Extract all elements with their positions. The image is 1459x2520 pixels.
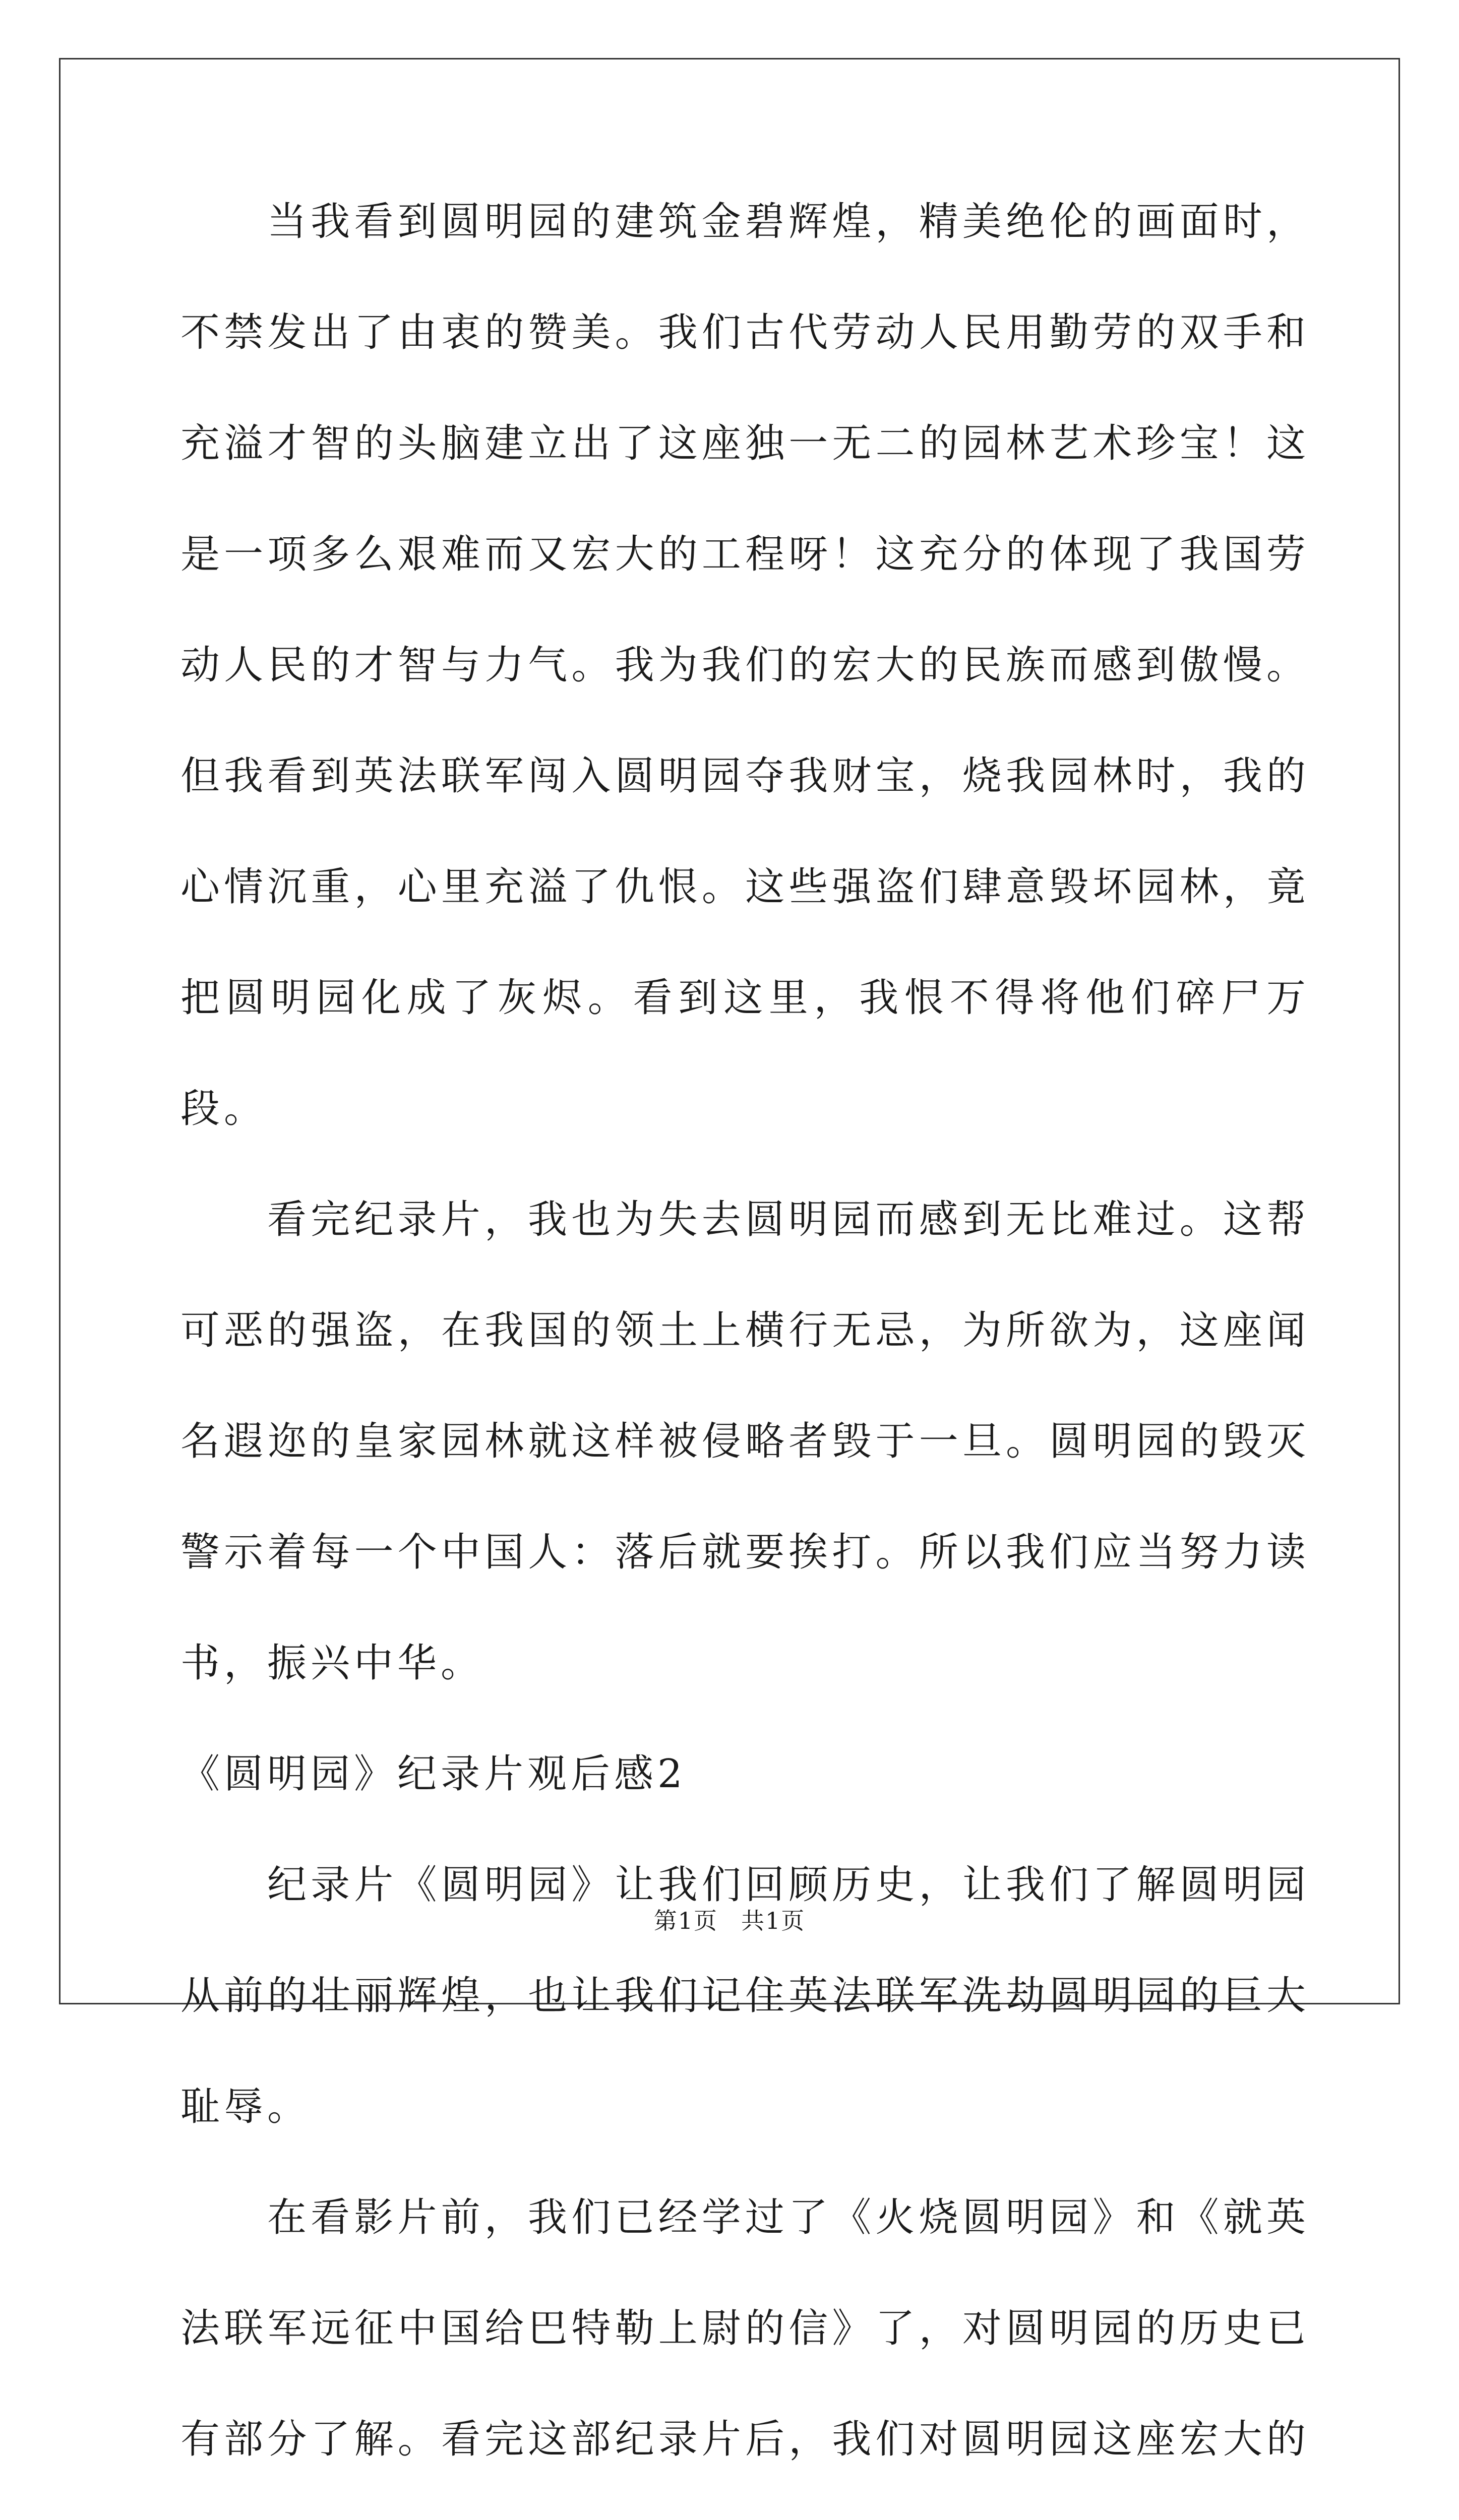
page-number-current: 第1页 (653, 1907, 718, 1934)
paragraph-3: 纪录片《圆明园》让我们回顾历史，让我们了解圆明园从前的壮丽辉煌，也让我们记住英法联军洗劫圆明园的巨大耻辱。 (180, 1862, 1310, 2129)
paragraph-2: 看完纪录片，我也为失去圆明园而感到无比难过。这帮可恶的强盗，在我国的领土上横行无忌，为所欲为，这座闻名遐迩的皇家园林就这样被侵略者毁于一旦。圆明园的毁灭警示着每一个中国人：落后就要挨打。所以我们应当努力读书，振兴中华。 (180, 1197, 1310, 1686)
page-footer (0, 1903, 1459, 1936)
section-heading: 《圆明园》纪录片观后感2 (180, 1751, 687, 1797)
page-number-total: 共1页 (741, 1907, 806, 1934)
paragraph-4: 在看影片前，我们已经学过了《火烧圆明园》和《就英法联军远征中国给巴特勒上尉的信》了，对圆明园的历史已有部分了解。看完这部纪录片后，我们对圆明园这座宏大的 (180, 2195, 1310, 2462)
paragraph-1: 当我看到圆明园的建筑金碧辉煌，精美绝伦的画面时，不禁发出了由衷的赞美。我们古代劳动人民用勤劳的双手和充溢才智的头脑建立出了这座独一无二的园林艺术珍宝！这是一项多么艰难而又宏大的工程呀！这充分的体现了我国劳动人民的才智与力气。我为我们的宏大的民族而感到傲慢。但我看到英法联军闯入圆明园夺我财宝，烧我园林时，我的心情沉重，心里充溢了仇恨。这些强盗们肆意毁坏园林，竟把圆明园化成了灰烬。看到这里，我恨不得将他们碎尸万段。 (180, 199, 1310, 1131)
document-body (180, 166, 1310, 2520)
